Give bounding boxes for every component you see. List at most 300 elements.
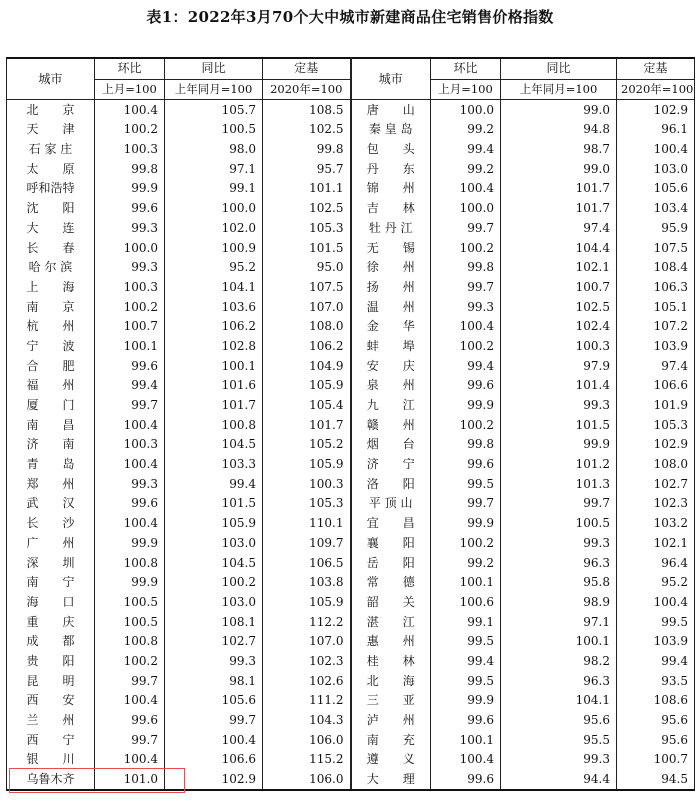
cell-mom-right: 100.2 bbox=[431, 238, 501, 258]
cell-yoy-left: 100.8 bbox=[165, 415, 263, 435]
table-row bbox=[7, 337, 695, 357]
cell-fixed-right: 101.9 bbox=[617, 396, 695, 416]
cell-mom-left: 100.5 bbox=[95, 612, 165, 632]
cell-yoy-right: 99.3 bbox=[501, 750, 617, 770]
cell-city-left: 海 口 bbox=[7, 593, 95, 613]
cell-fixed-right: 106.3 bbox=[617, 278, 695, 298]
table-row bbox=[7, 474, 695, 494]
table-row bbox=[7, 711, 695, 731]
cell-fixed-right: 96.1 bbox=[617, 120, 695, 140]
table-row bbox=[7, 553, 695, 573]
cell-mom-left: 99.8 bbox=[95, 159, 165, 179]
cell-city-right: 徐 州 bbox=[351, 258, 431, 278]
cell-yoy-right: 94.8 bbox=[501, 120, 617, 140]
cell-city-left: 上 海 bbox=[7, 278, 95, 298]
cell-city-right: 襄 阳 bbox=[351, 534, 431, 554]
cell-yoy-left: 102.8 bbox=[165, 337, 263, 357]
cell-fixed-right: 103.9 bbox=[617, 632, 695, 652]
cell-yoy-right: 97.9 bbox=[501, 356, 617, 376]
cell-mom-right: 99.7 bbox=[431, 219, 501, 239]
table-row bbox=[7, 750, 695, 770]
cell-fixed-left: 106.5 bbox=[263, 553, 351, 573]
cell-fixed-right: 100.4 bbox=[617, 593, 695, 613]
cell-fixed-right: 95.9 bbox=[617, 219, 695, 239]
table-row bbox=[7, 238, 695, 258]
cell-city-left: 长 春 bbox=[7, 238, 95, 258]
table-row bbox=[7, 435, 695, 455]
table-row bbox=[7, 297, 695, 317]
cell-yoy-right: 100.3 bbox=[501, 337, 617, 357]
cell-fixed-right: 102.1 bbox=[617, 534, 695, 554]
cell-city-right: 平 顶 山 bbox=[351, 494, 431, 514]
table-row bbox=[7, 652, 695, 672]
cell-city-right: 安 庆 bbox=[351, 356, 431, 376]
cell-city-left: 西 安 bbox=[7, 691, 95, 711]
cell-mom-right: 99.4 bbox=[431, 140, 501, 160]
table-row bbox=[7, 356, 695, 376]
cell-fixed-right: 105.6 bbox=[617, 179, 695, 199]
cell-mom-left: 100.4 bbox=[95, 750, 165, 770]
cell-yoy-left: 101.7 bbox=[165, 396, 263, 416]
cell-fixed-left: 106.0 bbox=[263, 770, 351, 791]
table-row bbox=[7, 120, 695, 140]
cell-fixed-left: 102.5 bbox=[263, 120, 351, 140]
cell-fixed-left: 108.5 bbox=[263, 100, 351, 120]
table-row bbox=[7, 415, 695, 435]
cell-city-left: 厦 门 bbox=[7, 396, 95, 416]
cell-fixed-left: 105.3 bbox=[263, 494, 351, 514]
table-row bbox=[7, 455, 695, 475]
cell-yoy-right: 100.7 bbox=[501, 278, 617, 298]
cell-mom-right: 100.6 bbox=[431, 593, 501, 613]
cell-fixed-right: 95.6 bbox=[617, 730, 695, 750]
cell-fixed-left: 105.9 bbox=[263, 455, 351, 475]
cell-yoy-right: 99.7 bbox=[501, 494, 617, 514]
cell-yoy-left: 103.6 bbox=[165, 297, 263, 317]
cell-fixed-left: 110.1 bbox=[263, 514, 351, 534]
cell-city-right: 惠 州 bbox=[351, 632, 431, 652]
cell-mom-right: 99.9 bbox=[431, 396, 501, 416]
header-yoy-right: 同比 bbox=[501, 58, 617, 79]
cell-fixed-left: 104.9 bbox=[263, 356, 351, 376]
cell-city-right: 泸 州 bbox=[351, 711, 431, 731]
cell-mom-left: 99.3 bbox=[95, 258, 165, 278]
cell-fixed-right: 97.4 bbox=[617, 356, 695, 376]
cell-city-right: 遵 义 bbox=[351, 750, 431, 770]
cell-city-left: 成 都 bbox=[7, 632, 95, 652]
cell-mom-right: 99.2 bbox=[431, 159, 501, 179]
cell-mom-left: 100.4 bbox=[95, 455, 165, 475]
cell-city-left: 天 津 bbox=[7, 120, 95, 140]
cell-yoy-right: 104.1 bbox=[501, 691, 617, 711]
cell-yoy-left: 106.2 bbox=[165, 317, 263, 337]
cell-city-left: 长 沙 bbox=[7, 514, 95, 534]
cell-yoy-left: 98.0 bbox=[165, 140, 263, 160]
cell-yoy-right: 99.0 bbox=[501, 159, 617, 179]
cell-mom-right: 99.3 bbox=[431, 297, 501, 317]
cell-yoy-right: 99.9 bbox=[501, 435, 617, 455]
cell-city-right: 赣 州 bbox=[351, 415, 431, 435]
cell-fixed-left: 105.2 bbox=[263, 435, 351, 455]
cell-fixed-right: 108.4 bbox=[617, 258, 695, 278]
cell-mom-right: 99.8 bbox=[431, 258, 501, 278]
cell-city-left: 呼和浩特 bbox=[7, 179, 95, 199]
header-fixed-base-left: 2020年=100 bbox=[263, 79, 351, 100]
cell-city-right: 常 德 bbox=[351, 573, 431, 593]
cell-mom-left: 100.7 bbox=[95, 317, 165, 337]
cell-yoy-left: 98.1 bbox=[165, 671, 263, 691]
cell-mom-right: 99.6 bbox=[431, 376, 501, 396]
cell-mom-right: 100.2 bbox=[431, 337, 501, 357]
cell-fixed-left: 101.7 bbox=[263, 415, 351, 435]
cell-fixed-left: 103.8 bbox=[263, 573, 351, 593]
header-fixed-right: 定基 bbox=[617, 58, 695, 79]
cell-fixed-left: 107.0 bbox=[263, 297, 351, 317]
cell-yoy-left: 105.7 bbox=[165, 100, 263, 120]
cell-yoy-right: 95.6 bbox=[501, 711, 617, 731]
cell-fixed-right: 108.6 bbox=[617, 691, 695, 711]
cell-fixed-left: 115.2 bbox=[263, 750, 351, 770]
cell-mom-left: 100.2 bbox=[95, 120, 165, 140]
cell-city-right: 蚌 埠 bbox=[351, 337, 431, 357]
cell-city-right: 北 海 bbox=[351, 671, 431, 691]
cell-mom-right: 99.9 bbox=[431, 691, 501, 711]
header-city-right: 城市 bbox=[351, 58, 431, 100]
cell-yoy-right: 99.3 bbox=[501, 534, 617, 554]
cell-mom-left: 100.3 bbox=[95, 278, 165, 298]
cell-yoy-left: 97.1 bbox=[165, 159, 263, 179]
cell-fixed-right: 106.6 bbox=[617, 376, 695, 396]
cell-yoy-left: 99.4 bbox=[165, 474, 263, 494]
cell-yoy-right: 95.5 bbox=[501, 730, 617, 750]
cell-mom-left: 99.7 bbox=[95, 730, 165, 750]
table-row bbox=[7, 258, 695, 278]
cell-fixed-right: 102.9 bbox=[617, 435, 695, 455]
header-mom-base-left: 上月=100 bbox=[95, 79, 165, 100]
table-row bbox=[7, 573, 695, 593]
table-row bbox=[7, 671, 695, 691]
cell-city-right: 无 锡 bbox=[351, 238, 431, 258]
cell-yoy-left: 105.9 bbox=[165, 514, 263, 534]
cell-city-left: 太 原 bbox=[7, 159, 95, 179]
table-row bbox=[7, 278, 695, 298]
cell-fixed-left: 105.9 bbox=[263, 593, 351, 613]
cell-fixed-left: 101.5 bbox=[263, 238, 351, 258]
cell-city-right: 牡 丹 江 bbox=[351, 219, 431, 239]
cell-city-right: 温 州 bbox=[351, 297, 431, 317]
cell-fixed-left: 107.0 bbox=[263, 632, 351, 652]
cell-city-left: 广 州 bbox=[7, 534, 95, 554]
cell-city-left: 北 京 bbox=[7, 100, 95, 120]
cell-mom-left: 99.9 bbox=[95, 179, 165, 199]
cell-mom-left: 99.7 bbox=[95, 671, 165, 691]
cell-city-left: 南 京 bbox=[7, 297, 95, 317]
cell-mom-right: 100.4 bbox=[431, 750, 501, 770]
cell-city-right: 九 江 bbox=[351, 396, 431, 416]
cell-city-right: 南 充 bbox=[351, 730, 431, 750]
cell-mom-left: 99.7 bbox=[95, 396, 165, 416]
cell-yoy-left: 103.0 bbox=[165, 593, 263, 613]
cell-city-right: 岳 阳 bbox=[351, 553, 431, 573]
cell-fixed-left: 99.8 bbox=[263, 140, 351, 160]
table-row bbox=[7, 179, 695, 199]
cell-mom-right: 99.2 bbox=[431, 553, 501, 573]
cell-fixed-right: 99.4 bbox=[617, 652, 695, 672]
cell-mom-right: 100.4 bbox=[431, 179, 501, 199]
header-yoy-base-right: 上年同月=100 bbox=[501, 79, 617, 100]
cell-city-right: 秦 皇 岛 bbox=[351, 120, 431, 140]
cell-city-left: 宁 波 bbox=[7, 337, 95, 357]
cell-fixed-right: 103.0 bbox=[617, 159, 695, 179]
table-row bbox=[7, 770, 695, 791]
cell-city-left: 济 南 bbox=[7, 435, 95, 455]
cell-fixed-left: 111.2 bbox=[263, 691, 351, 711]
cell-fixed-left: 112.2 bbox=[263, 612, 351, 632]
cell-mom-right: 99.6 bbox=[431, 711, 501, 731]
cell-mom-right: 99.4 bbox=[431, 652, 501, 672]
cell-fixed-left: 102.3 bbox=[263, 652, 351, 672]
header-fixed-base-right: 2020年=100 bbox=[617, 79, 695, 100]
cell-yoy-right: 97.1 bbox=[501, 612, 617, 632]
table-row bbox=[7, 317, 695, 337]
cell-yoy-right: 101.7 bbox=[501, 199, 617, 219]
cell-yoy-left: 100.2 bbox=[165, 573, 263, 593]
cell-city-right: 扬 州 bbox=[351, 278, 431, 298]
cell-yoy-right: 100.1 bbox=[501, 632, 617, 652]
cell-fixed-left: 101.1 bbox=[263, 179, 351, 199]
cell-mom-right: 99.6 bbox=[431, 770, 501, 791]
cell-yoy-right: 100.5 bbox=[501, 514, 617, 534]
cell-fixed-right: 103.4 bbox=[617, 199, 695, 219]
cell-yoy-right: 102.4 bbox=[501, 317, 617, 337]
cell-fixed-right: 95.6 bbox=[617, 711, 695, 731]
cell-mom-left: 99.6 bbox=[95, 494, 165, 514]
cell-yoy-left: 100.9 bbox=[165, 238, 263, 258]
cell-fixed-right: 103.2 bbox=[617, 514, 695, 534]
cell-fixed-right: 100.7 bbox=[617, 750, 695, 770]
cell-city-right: 金 华 bbox=[351, 317, 431, 337]
cell-yoy-right: 101.2 bbox=[501, 455, 617, 475]
cell-city-right: 桂 林 bbox=[351, 652, 431, 672]
cell-yoy-left: 95.2 bbox=[165, 258, 263, 278]
cell-mom-right: 99.7 bbox=[431, 494, 501, 514]
cell-fixed-right: 105.3 bbox=[617, 415, 695, 435]
table-row bbox=[7, 730, 695, 750]
cell-fixed-left: 107.5 bbox=[263, 278, 351, 298]
cell-fixed-right: 100.4 bbox=[617, 140, 695, 160]
cell-yoy-left: 100.5 bbox=[165, 120, 263, 140]
cell-city-right: 济 宁 bbox=[351, 455, 431, 475]
cell-mom-left: 99.9 bbox=[95, 534, 165, 554]
table-row bbox=[7, 691, 695, 711]
cell-city-left: 青 岛 bbox=[7, 455, 95, 475]
cell-yoy-left: 108.1 bbox=[165, 612, 263, 632]
cell-yoy-left: 100.0 bbox=[165, 199, 263, 219]
cell-fixed-left: 109.7 bbox=[263, 534, 351, 554]
cell-yoy-left: 99.7 bbox=[165, 711, 263, 731]
cell-mom-right: 99.1 bbox=[431, 612, 501, 632]
cell-yoy-right: 102.5 bbox=[501, 297, 617, 317]
table-row bbox=[7, 159, 695, 179]
cell-fixed-left: 104.3 bbox=[263, 711, 351, 731]
table-row bbox=[7, 100, 695, 120]
cell-city-left: 福 州 bbox=[7, 376, 95, 396]
cell-mom-right: 100.0 bbox=[431, 100, 501, 120]
cell-city-left: 哈 尔 滨 bbox=[7, 258, 95, 278]
cell-fixed-right: 102.9 bbox=[617, 100, 695, 120]
cell-yoy-left: 102.9 bbox=[165, 770, 263, 791]
cell-yoy-right: 101.4 bbox=[501, 376, 617, 396]
cell-city-right: 泉 州 bbox=[351, 376, 431, 396]
cell-fixed-right: 107.5 bbox=[617, 238, 695, 258]
cell-mom-right: 99.7 bbox=[431, 278, 501, 298]
table-row bbox=[7, 199, 695, 219]
cell-city-left: 乌鲁木齐 bbox=[7, 770, 95, 791]
cell-city-right: 烟 台 bbox=[351, 435, 431, 455]
cell-fixed-right: 107.2 bbox=[617, 317, 695, 337]
cell-yoy-right: 102.1 bbox=[501, 258, 617, 278]
cell-fixed-right: 94.5 bbox=[617, 770, 695, 791]
cell-mom-right: 100.2 bbox=[431, 415, 501, 435]
cell-fixed-right: 102.3 bbox=[617, 494, 695, 514]
price-index-table bbox=[6, 57, 695, 791]
cell-yoy-right: 104.4 bbox=[501, 238, 617, 258]
cell-fixed-right: 99.5 bbox=[617, 612, 695, 632]
cell-mom-left: 100.8 bbox=[95, 632, 165, 652]
cell-fixed-left: 105.9 bbox=[263, 376, 351, 396]
cell-yoy-left: 99.1 bbox=[165, 179, 263, 199]
table-row bbox=[7, 514, 695, 534]
cell-mom-left: 99.9 bbox=[95, 573, 165, 593]
table-row bbox=[7, 376, 695, 396]
cell-mom-left: 99.6 bbox=[95, 711, 165, 731]
table-row bbox=[7, 494, 695, 514]
cell-fixed-right: 103.9 bbox=[617, 337, 695, 357]
cell-mom-left: 99.6 bbox=[95, 199, 165, 219]
table-row bbox=[7, 140, 695, 160]
cell-yoy-right: 95.8 bbox=[501, 573, 617, 593]
cell-city-left: 南 昌 bbox=[7, 415, 95, 435]
cell-mom-right: 100.4 bbox=[431, 317, 501, 337]
cell-mom-right: 99.5 bbox=[431, 671, 501, 691]
cell-mom-left: 99.3 bbox=[95, 219, 165, 239]
cell-yoy-left: 104.5 bbox=[165, 435, 263, 455]
cell-yoy-right: 98.2 bbox=[501, 652, 617, 672]
header-row-top bbox=[7, 58, 695, 79]
cell-city-right: 包 头 bbox=[351, 140, 431, 160]
cell-city-left: 南 宁 bbox=[7, 573, 95, 593]
cell-yoy-right: 99.3 bbox=[501, 396, 617, 416]
cell-yoy-left: 104.1 bbox=[165, 278, 263, 298]
cell-mom-right: 99.9 bbox=[431, 514, 501, 534]
cell-mom-right: 99.4 bbox=[431, 356, 501, 376]
cell-mom-left: 99.3 bbox=[95, 474, 165, 494]
table-row bbox=[7, 396, 695, 416]
cell-yoy-left: 101.5 bbox=[165, 494, 263, 514]
cell-fixed-right: 102.7 bbox=[617, 474, 695, 494]
cell-fixed-left: 95.7 bbox=[263, 159, 351, 179]
cell-fixed-left: 106.2 bbox=[263, 337, 351, 357]
header-fixed-left: 定基 bbox=[263, 58, 351, 79]
cell-mom-left: 100.1 bbox=[95, 337, 165, 357]
cell-city-right: 洛 阳 bbox=[351, 474, 431, 494]
cell-fixed-right: 105.1 bbox=[617, 297, 695, 317]
cell-city-left: 兰 州 bbox=[7, 711, 95, 731]
cell-city-left: 大 连 bbox=[7, 219, 95, 239]
cell-city-left: 贵 阳 bbox=[7, 652, 95, 672]
cell-mom-right: 100.1 bbox=[431, 573, 501, 593]
cell-city-right: 湛 江 bbox=[351, 612, 431, 632]
cell-yoy-left: 106.6 bbox=[165, 750, 263, 770]
cell-yoy-right: 101.7 bbox=[501, 179, 617, 199]
cell-fixed-right: 95.2 bbox=[617, 573, 695, 593]
cell-yoy-right: 97.4 bbox=[501, 219, 617, 239]
table-row bbox=[7, 612, 695, 632]
cell-yoy-left: 101.6 bbox=[165, 376, 263, 396]
header-yoy-base-left: 上年同月=100 bbox=[165, 79, 263, 100]
cell-city-left: 杭 州 bbox=[7, 317, 95, 337]
header-yoy-left: 同比 bbox=[165, 58, 263, 79]
cell-mom-right: 99.6 bbox=[431, 455, 501, 475]
cell-mom-left: 99.4 bbox=[95, 376, 165, 396]
table-row bbox=[7, 534, 695, 554]
cell-city-left: 重 庆 bbox=[7, 612, 95, 632]
cell-yoy-left: 103.3 bbox=[165, 455, 263, 475]
cell-fixed-left: 100.3 bbox=[263, 474, 351, 494]
cell-yoy-left: 104.5 bbox=[165, 553, 263, 573]
cell-yoy-left: 100.1 bbox=[165, 356, 263, 376]
cell-mom-left: 100.2 bbox=[95, 652, 165, 672]
cell-fixed-right: 108.0 bbox=[617, 455, 695, 475]
cell-mom-left: 100.8 bbox=[95, 553, 165, 573]
cell-fixed-left: 102.6 bbox=[263, 671, 351, 691]
table-row bbox=[7, 632, 695, 652]
cell-mom-left: 99.6 bbox=[95, 356, 165, 376]
cell-city-left: 昆 明 bbox=[7, 671, 95, 691]
cell-mom-left: 100.4 bbox=[95, 514, 165, 534]
cell-city-right: 吉 林 bbox=[351, 199, 431, 219]
cell-yoy-right: 96.3 bbox=[501, 553, 617, 573]
cell-fixed-left: 108.0 bbox=[263, 317, 351, 337]
cell-city-right: 大 理 bbox=[351, 770, 431, 791]
cell-yoy-left: 102.7 bbox=[165, 632, 263, 652]
cell-city-left: 银 川 bbox=[7, 750, 95, 770]
cell-city-left: 石 家 庄 bbox=[7, 140, 95, 160]
cell-fixed-right: 96.4 bbox=[617, 553, 695, 573]
header-city-left: 城市 bbox=[7, 58, 95, 100]
cell-mom-right: 99.8 bbox=[431, 435, 501, 455]
table-title: 表1：2022年3月70个大中城市新建商品住宅销售价格指数 bbox=[146, 8, 554, 26]
cell-mom-left: 100.0 bbox=[95, 238, 165, 258]
cell-yoy-left: 102.0 bbox=[165, 219, 263, 239]
cell-yoy-left: 100.4 bbox=[165, 730, 263, 750]
cell-yoy-right: 98.7 bbox=[501, 140, 617, 160]
cell-mom-left: 100.5 bbox=[95, 593, 165, 613]
cell-mom-right: 99.5 bbox=[431, 632, 501, 652]
header-mom-right: 环比 bbox=[431, 58, 501, 79]
cell-yoy-right: 98.9 bbox=[501, 593, 617, 613]
header-mom-left: 环比 bbox=[95, 58, 165, 79]
cell-city-right: 丹 东 bbox=[351, 159, 431, 179]
cell-mom-right: 99.5 bbox=[431, 474, 501, 494]
cell-mom-left: 100.4 bbox=[95, 691, 165, 711]
cell-city-left: 郑 州 bbox=[7, 474, 95, 494]
table-row bbox=[7, 593, 695, 613]
cell-yoy-right: 101.5 bbox=[501, 415, 617, 435]
cell-yoy-right: 96.3 bbox=[501, 671, 617, 691]
cell-mom-right: 100.0 bbox=[431, 199, 501, 219]
cell-fixed-left: 106.0 bbox=[263, 730, 351, 750]
